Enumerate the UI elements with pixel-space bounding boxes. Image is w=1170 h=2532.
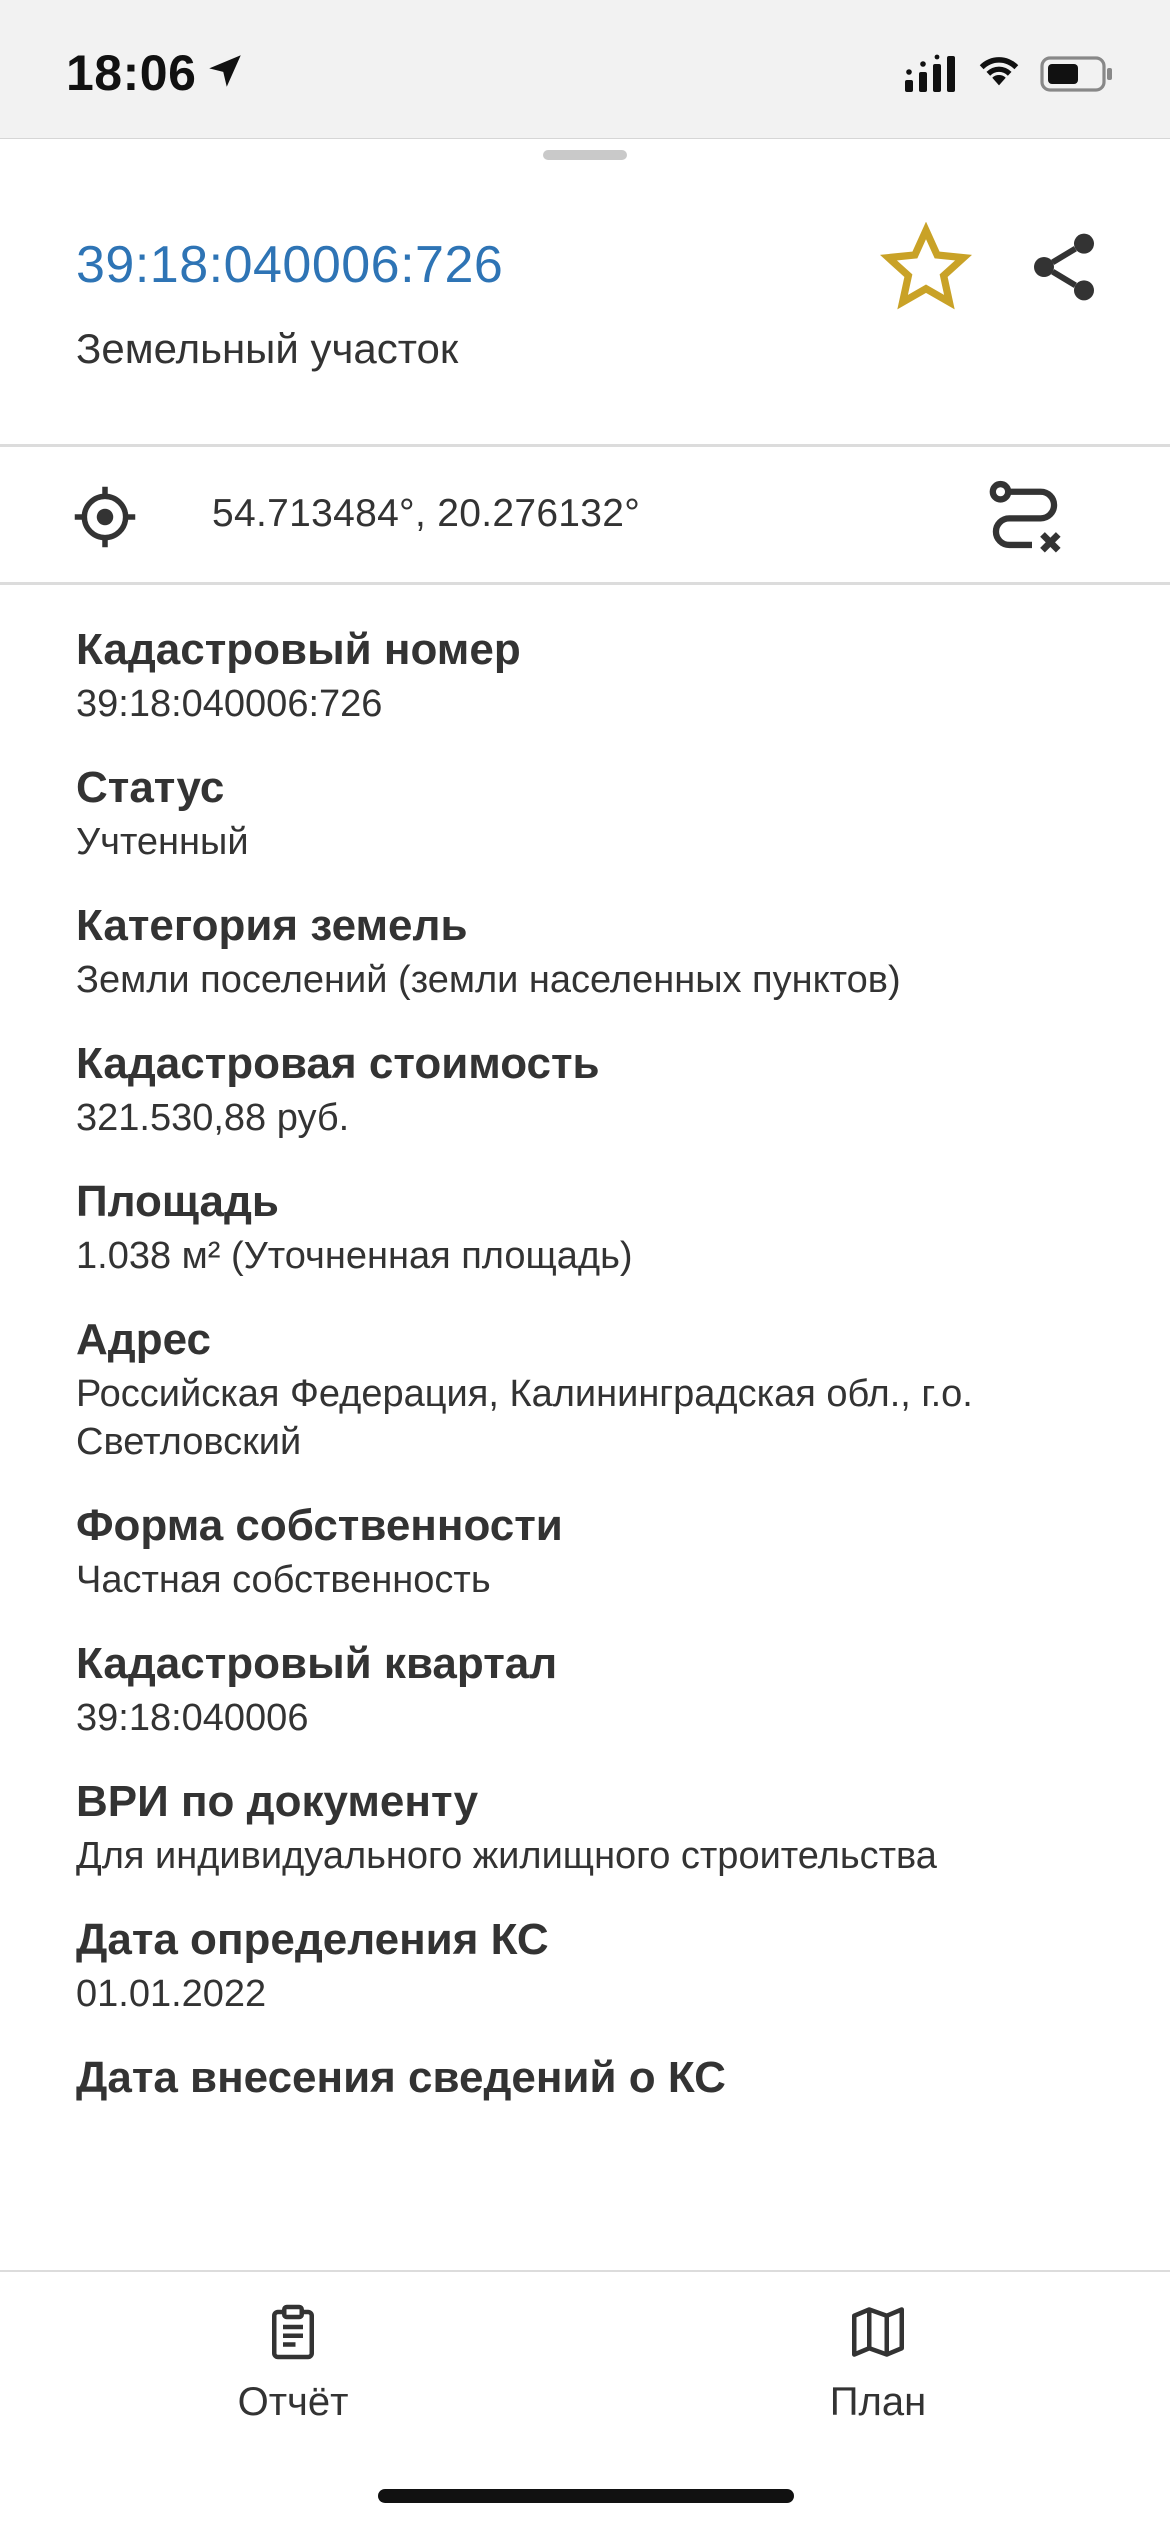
status-time: 18:06 — [66, 45, 197, 101]
property-valuation-entry-date — [76, 2050, 1116, 2106]
property-area — [76, 1174, 1116, 1280]
location-arrow-icon — [204, 50, 246, 92]
divider — [0, 444, 1170, 447]
cadastral-number-title[interactable]: 39:18:040006:726 — [76, 236, 504, 294]
property-status — [76, 760, 1116, 866]
home-indicator[interactable] — [378, 2489, 794, 2503]
property-value: 1.038 м² (Уточненная площадь) — [76, 1235, 633, 1277]
property-label: Адрес — [76, 1315, 211, 1364]
target-icon[interactable] — [72, 484, 138, 550]
tab-plan[interactable] — [728, 2302, 1028, 2452]
property-label: Кадастровая стоимость — [76, 1039, 600, 1088]
property-address — [76, 1312, 1116, 1466]
share-icon[interactable] — [1024, 225, 1104, 309]
properties-list — [76, 622, 1116, 2138]
property-value: 01.01.2022 — [76, 1973, 267, 2015]
route-clear-icon[interactable] — [983, 476, 1067, 560]
property-cadastral-value — [76, 1036, 1116, 1142]
property-label: Категория земель — [76, 901, 468, 950]
coordinates-row — [0, 448, 1170, 582]
property-value: Для индивидуального жилищного строительства — [76, 1835, 937, 1877]
sheet-grabber[interactable] — [543, 150, 627, 160]
battery-icon — [1040, 54, 1116, 94]
property-label: Кадастровый квартал — [76, 1639, 558, 1688]
tab-report-label: Отчёт — [237, 2380, 349, 2424]
property-label: Форма собственности — [76, 1501, 563, 1550]
property-value: Российская Федерация, Калининградская обл., г.о. Светловский — [76, 1373, 973, 1463]
property-label: Статус — [76, 763, 225, 812]
property-value: 39:18:040006:726 — [76, 683, 383, 725]
property-value: 39:18:040006 — [76, 1697, 309, 1739]
property-permitted-use — [76, 1774, 1116, 1880]
star-icon[interactable] — [880, 222, 972, 314]
object-header — [0, 180, 1170, 445]
object-type-subtitle: Земельный участок — [76, 325, 459, 372]
property-cadastral-quarter — [76, 1636, 1116, 1742]
coordinates-text[interactable]: 54.713484°, 20.276132° — [212, 492, 641, 535]
property-valuation-date — [76, 1912, 1116, 2018]
property-value: Учтенный — [76, 821, 249, 863]
property-land-category — [76, 898, 1116, 1004]
property-label: Площадь — [76, 1177, 279, 1226]
property-label: Дата определения КС — [76, 1915, 549, 1964]
property-ownership-form — [76, 1498, 1116, 1604]
tab-plan-label: План — [829, 2380, 927, 2424]
property-label: ВРИ по документу — [76, 1777, 479, 1826]
wifi-icon — [974, 50, 1024, 90]
divider — [0, 582, 1170, 585]
clipboard-icon — [263, 2302, 323, 2362]
property-value: Частная собственность — [76, 1559, 491, 1601]
property-value: Земли поселений (земли населенных пунктов) — [76, 959, 901, 1001]
property-value: 321.530,88 руб. — [76, 1097, 350, 1139]
tab-report[interactable] — [143, 2302, 443, 2452]
map-icon — [848, 2302, 908, 2362]
property-cadastral-number — [76, 622, 1116, 728]
property-label: Кадастровый номер — [76, 625, 521, 674]
cellular-signal-icon — [903, 54, 959, 94]
property-label: Дата внесения сведений о КС — [76, 2053, 726, 2102]
status-bar — [0, 0, 1170, 139]
